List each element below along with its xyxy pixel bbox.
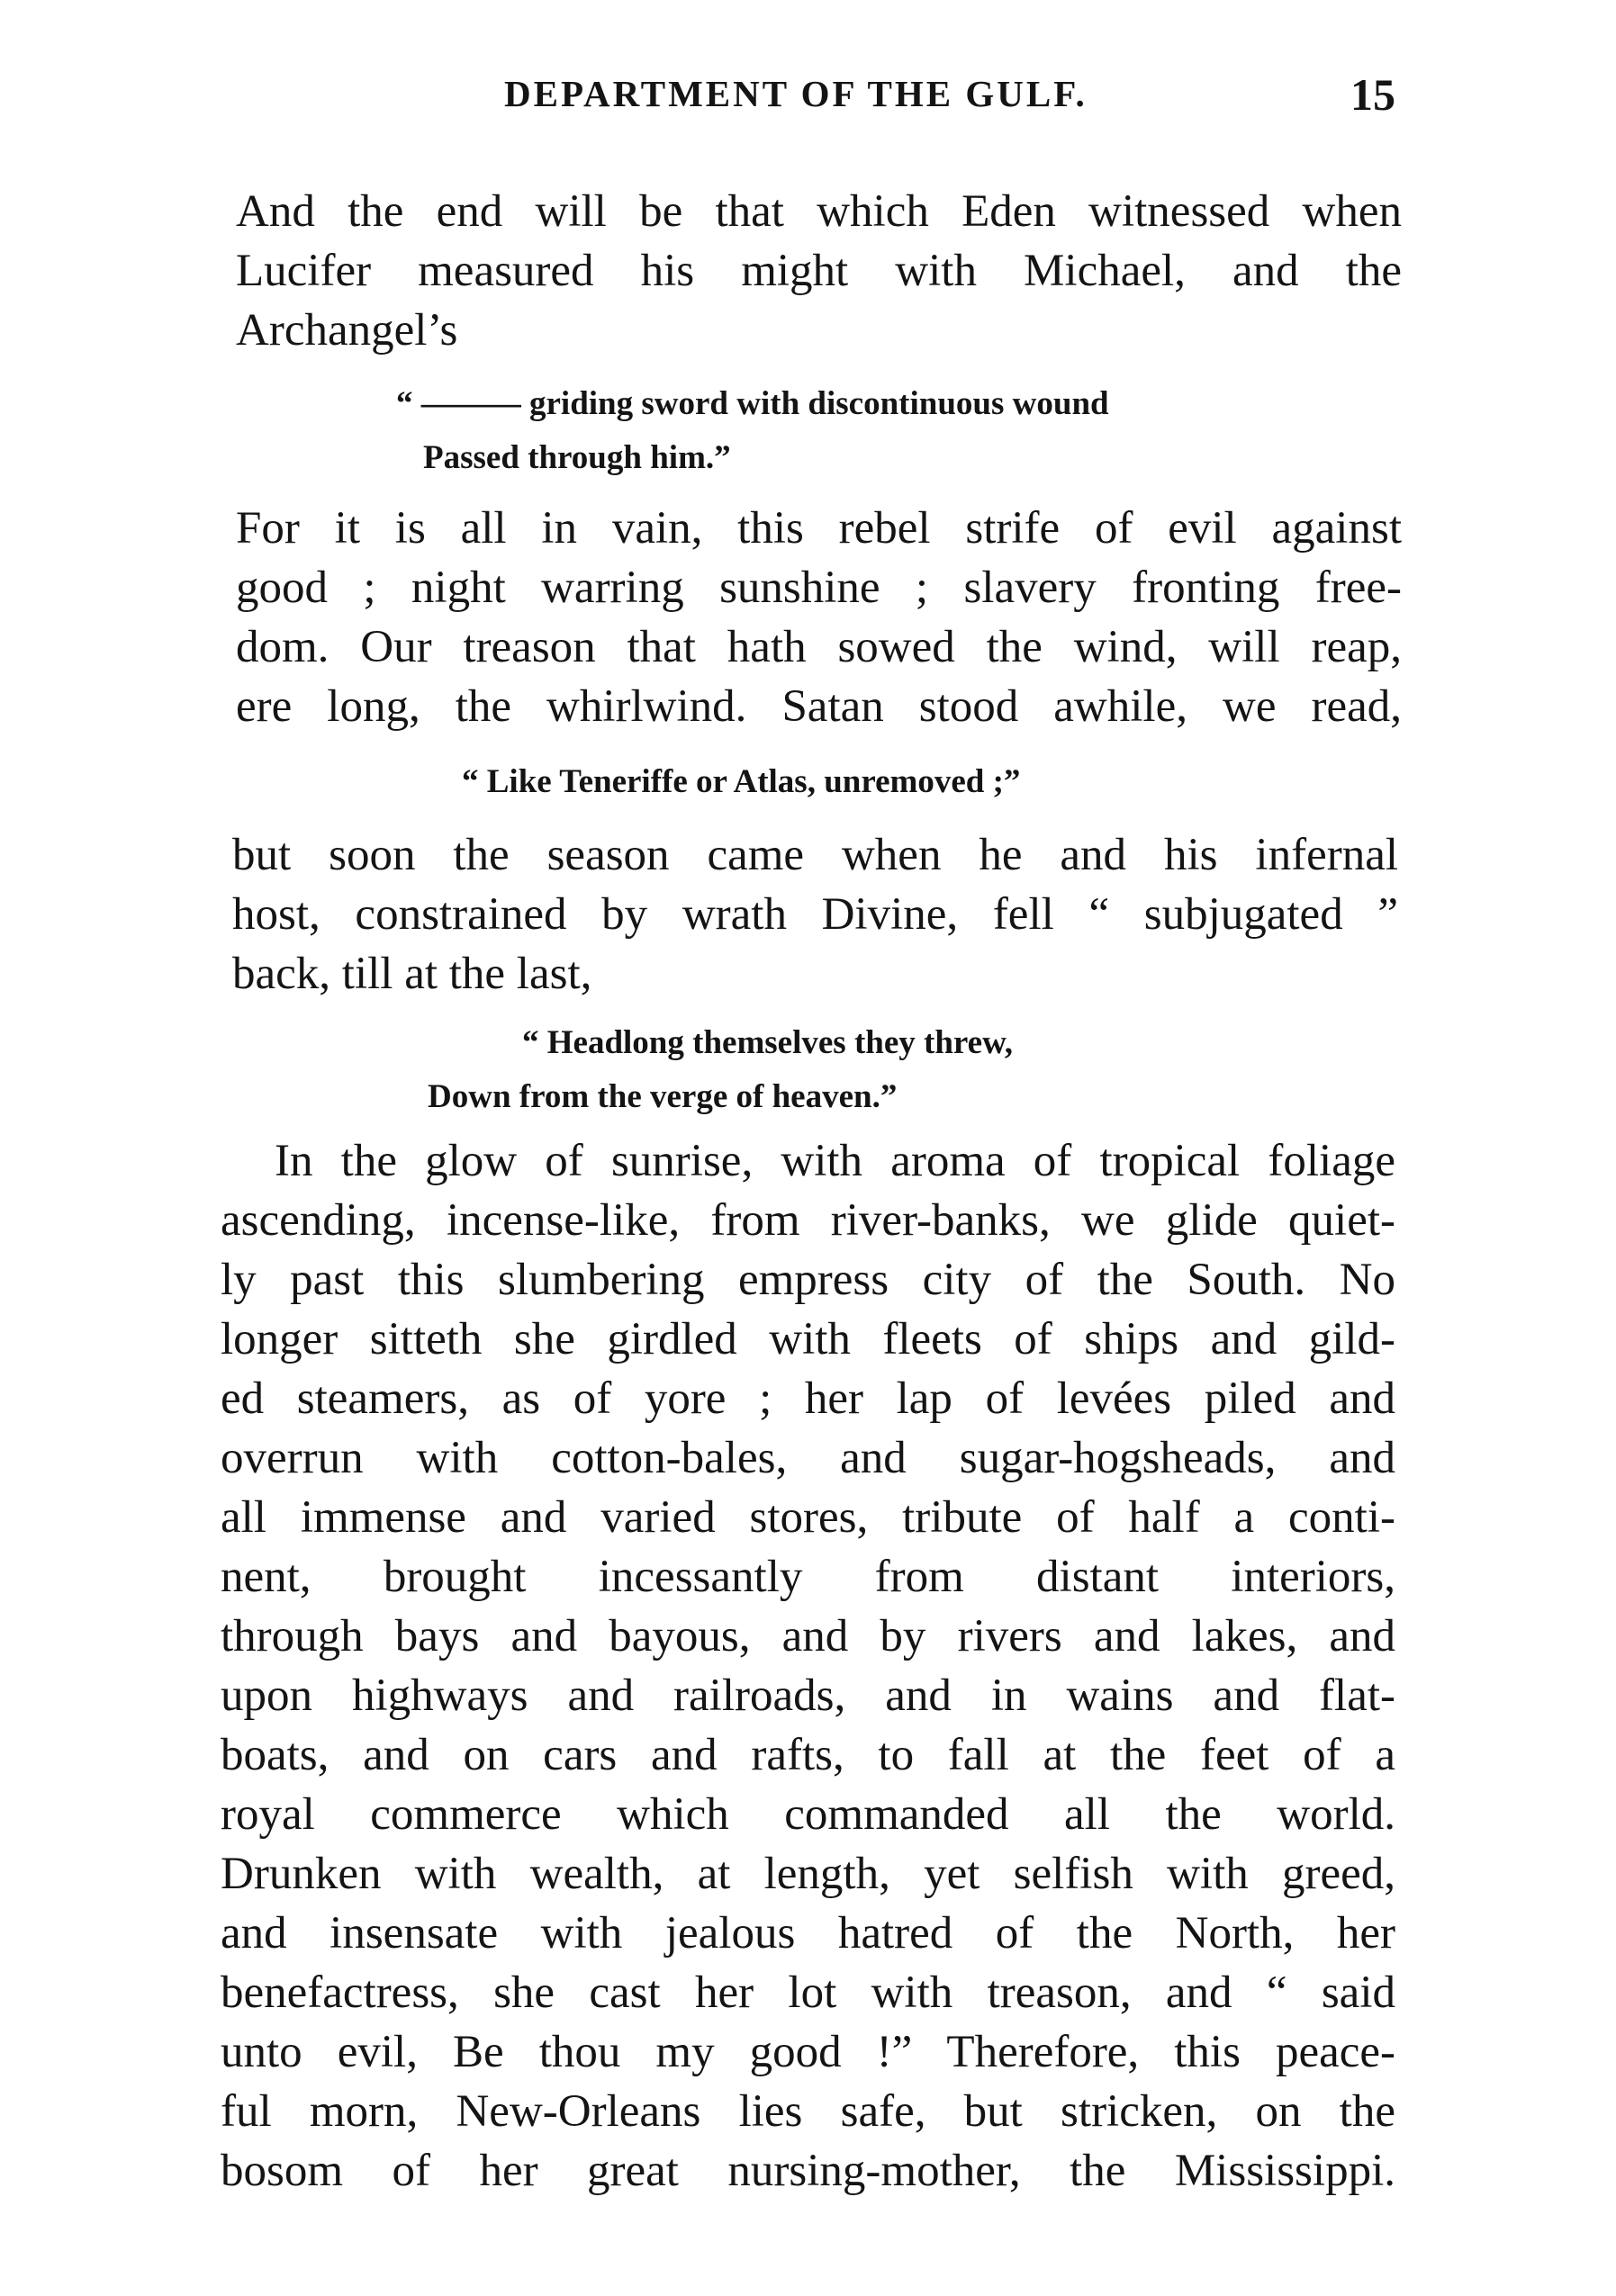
- page-number: 15: [1350, 69, 1395, 120]
- text-line: ascending, incense-like, from river-banks, we glide quiet-: [221, 1195, 1395, 1246]
- text-line: back, till at the last,: [232, 949, 592, 999]
- text-line: In the glow of sunrise, with aroma of tropical foliage: [275, 1136, 1395, 1186]
- verse-line: “ Headlong themselves they threw,: [522, 1024, 1014, 1061]
- text-line: ere long, the whirlwind. Satan stood awhile, we read,: [236, 681, 1402, 732]
- text-line: Archangel’s: [236, 305, 458, 356]
- text-line: bosom of her great nursing-mother, the Mississippi.: [221, 2146, 1395, 2196]
- text-line: boats, and on cars and rafts, to fall at the feet of a: [221, 1730, 1395, 1780]
- text-line: benefactress, she cast her lot with treason, and “ said: [221, 1967, 1395, 2018]
- verse-line: “ Like Teneriffe or Atlas, unremoved ;”: [462, 763, 1021, 800]
- text-line: upon highways and railroads, and in wains and flat-: [221, 1670, 1395, 1721]
- text-line: dom. Our treason that hath sowed the wind, will reap,: [236, 622, 1402, 672]
- text-line: Drunken with wealth, at length, yet selfish with greed,: [221, 1849, 1395, 1899]
- text-line: Lucifer measured his might with Michael, and the: [236, 246, 1402, 296]
- text-line: nent, brought incessantly from distant interiors,: [221, 1552, 1395, 1602]
- text-line: ly past this slumbering empress city of the South. No: [221, 1255, 1395, 1305]
- text-line: host, constrained by wrath Divine, fell “ subjugated ”: [232, 889, 1398, 940]
- text-line: all immense and varied stores, tribute of half a conti-: [221, 1492, 1395, 1543]
- text-line: but soon the season came when he and his infernal: [232, 830, 1398, 880]
- running-head: DEPARTMENT OF THE GULF.: [504, 73, 1088, 114]
- verse-line: “ ——— griding sword with discontinuous wound: [396, 385, 1109, 422]
- text-line: longer sitteth she girdled with fleets of ships and gild-: [221, 1314, 1395, 1364]
- text-line: overrun with cotton-bales, and sugar-hogsheads, and: [221, 1433, 1395, 1483]
- text-line: ed steamers, as of yore ; her lap of levées piled and: [221, 1373, 1395, 1424]
- text-line: For it is all in vain, this rebel strife of evil against: [236, 503, 1402, 554]
- text-line: and insensate with jealous hatred of the North, her: [221, 1908, 1395, 1958]
- text-line: ful morn, New-Orleans lies safe, but stricken, on the: [221, 2086, 1395, 2137]
- text-line: through bays and bayous, and by rivers and lakes, and: [221, 1611, 1395, 1661]
- text-line: royal commerce which commanded all the world.: [221, 1789, 1395, 1840]
- text-line: unto evil, Be thou my good !” Therefore, this peace-: [221, 2027, 1395, 2077]
- verse-line: Passed through him.”: [423, 439, 731, 476]
- verse-line: Down from the verge of heaven.”: [428, 1078, 898, 1115]
- text-line: good ; night warring sunshine ; slavery fronting free-: [236, 563, 1402, 613]
- text-line: And the end will be that which Eden witnessed when: [236, 186, 1402, 237]
